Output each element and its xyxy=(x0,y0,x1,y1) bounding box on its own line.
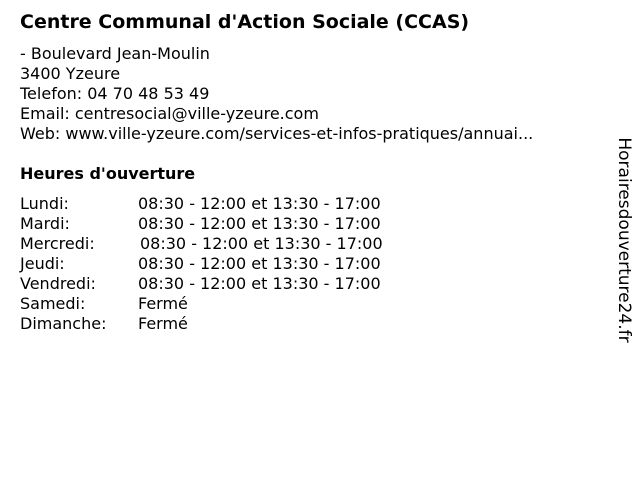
day-label: Mercredi: xyxy=(20,234,95,253)
website-link[interactable]: Web: www.ville-yzeure.com/services-et-infos-pratiques/annuai... xyxy=(20,124,534,143)
phone-number: Telefon: 04 70 48 53 49 xyxy=(20,84,210,103)
day-hours: 08:30 - 12:00 et 13:30 - 17:00 xyxy=(140,234,383,253)
contact-block xyxy=(20,44,533,144)
day-label: Mardi: xyxy=(20,214,70,233)
day-hours: 08:30 - 12:00 et 13:30 - 17:00 xyxy=(138,254,381,273)
day-hours: Fermé xyxy=(138,294,188,313)
page-title: Centre Communal d'Action Sociale (CCAS) xyxy=(20,11,470,33)
street-address: - Boulevard Jean-Moulin xyxy=(20,44,210,63)
email-address: Email: centresocial@ville-yzeure.com xyxy=(20,104,319,123)
city-postcode: 3400 Yzeure xyxy=(20,64,121,83)
day-label: Lundi: xyxy=(20,194,69,213)
day-hours: Fermé xyxy=(138,314,188,333)
day-label: Samedi: xyxy=(20,294,86,313)
day-label: Dimanche: xyxy=(20,314,107,333)
day-hours: 08:30 - 12:00 et 13:30 - 17:00 xyxy=(138,194,381,213)
opening-hours-heading: Heures d'ouverture xyxy=(20,164,196,183)
day-label: Jeudi: xyxy=(20,254,65,273)
day-hours: 08:30 - 12:00 et 13:30 - 17:00 xyxy=(138,214,381,233)
day-label: Vendredi: xyxy=(20,274,96,293)
site-watermark: Horairesdouverture24.fr xyxy=(614,137,634,343)
day-hours: 08:30 - 12:00 et 13:30 - 17:00 xyxy=(138,274,381,293)
